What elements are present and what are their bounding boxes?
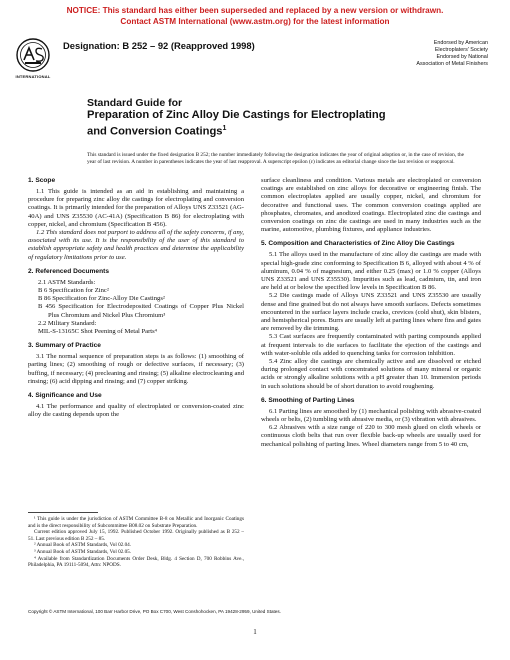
logo-caption: INTERNATIONAL xyxy=(15,74,51,79)
paragraph: 3.1 The normal sequence of preparation steps is as follows: (1) smoothing of parting lines; (2) smoothing of rough or defective surfaces, if necessary; (3) buffing, if necessary; (4) precleaning and rinsing; (5) alkaline electrocleaning and rinsing; (6) acid dipping and rinsing; and (7) copper striking. xyxy=(28,353,244,385)
supersede-notice xyxy=(0,6,510,27)
footnote: ³ Annual Book of ASTM Standards, Vol 02.05. xyxy=(34,548,132,555)
footnote: ² Annual Book of ASTM Standards, Vol 02.04. xyxy=(34,542,132,549)
section-heading: 5. Composition and Characteristics of Zinc Alloy Die Castings xyxy=(261,240,455,248)
paragraph: 1.1 This guide is intended as an aid in establishing and maintaining a procedure for preparing zinc alloy die castings for electroplating and conversion coatings. It is primarily intended for the preparation of Alloys UNS Z33521 (AG-40A) and UNS Z35530 (AC-41A) (Specification B 86) for electroplating with copper, nickel, and chromium (Specification B 456). xyxy=(28,188,244,228)
reference-item: B 86 Specification for Zinc-Alloy Die Castings² xyxy=(38,295,165,303)
reference-item: B 6 Specification for Zinc² xyxy=(38,287,109,295)
endorsement-line: Association of Metal Finishers xyxy=(416,61,488,67)
reference-item: B 456 Specification for Electrodeposited Coatings of Copper Plus Nickel Plus Chromium and Nickel Plus Chromium³ xyxy=(38,303,244,319)
endorsements xyxy=(348,40,488,68)
page-number: 1 xyxy=(253,628,257,636)
footnote: ⁴ Available from Standardization Documents Order Desk, Bldg. 4 Section D, 700 Robbins Ave., Philadelphia, PA 19111-5094, Attn: NPODS. xyxy=(28,555,244,569)
notice-line-1: NOTICE: This standard has either been superseded and replaced by a new version or withdrawn. xyxy=(66,6,444,15)
paragraph: 5.3 Cast surfaces are frequently contaminated with parting compounds applied at frequent intervals to die surfaces to facilitate the ejection of the castings and with water-soluble oils added to quenching tanks for corrosion inhibition. xyxy=(261,333,481,357)
footnote: Current edition approved July 15, 1992. Published October 1992. Originally published as B 252 – 51. Last previous edition B 252 – 85. xyxy=(28,529,244,542)
title-footnote-ref: 1 xyxy=(222,125,227,132)
notice-line-2: Contact ASTM International (www.astm.org) for the latest information xyxy=(120,16,390,26)
section-heading: 6. Smoothing of Parting Lines xyxy=(261,396,355,404)
standard-type-label: Standard Guide for xyxy=(87,97,183,109)
paragraph: 1.2 This standard does not purport to address all of the safety concerns, if any, associated with its use. It is the responsibility of the user of this standard to establish appropriate safety and health practices and determine the applicability of regulatory limitations prior to use. xyxy=(28,229,244,261)
document-title xyxy=(87,109,447,139)
endorsement-line: Endorsed by National xyxy=(436,54,488,60)
footnotes xyxy=(28,516,244,569)
paragraph: 6.2 Abrasives with a size range of 220 to 300 mesh glued on cloth wheels or continuous cloth belts that run over flexible back-up wheels are usually used for mechanical polishing of parting lines. Wheel diameters range from 5 to 40 cm, xyxy=(261,424,481,448)
paragraph: 5.2 Die castings made of Alloys UNS Z33521 and UNS Z35530 are usually dense and fine grained but do not always have smooth surfaces. Defects sometimes encountered in the surface layers include cracks, crevices (cold shut), skin blisters, and hemispherical pores. Burrs are usually left at parting lines where fins and gates are removed by die trimming. xyxy=(261,292,481,333)
reference-item: MIL-S-13165C Shot Peening of Metal Parts⁴ xyxy=(38,328,157,336)
designation: Designation: B 252 – 92 (Reapproved 1998) xyxy=(63,40,255,51)
section-heading: 3. Summary of Practice xyxy=(28,342,101,350)
subsection-label: 2.1 ASTM Standards: xyxy=(38,278,96,286)
section-heading: 2. Referenced Documents xyxy=(28,267,109,275)
footnote: ¹ This guide is under the jurisdiction of ASTM Committee B-8 on Metallic and Inorganic Coatings and is the direct responsibility of Subcommittee B08.02 on Substrate Preparation. xyxy=(28,516,244,529)
endorsement-line: Electroplaters' Society xyxy=(434,47,488,53)
paragraph: 5.4 Zinc alloy die castings are chemically active and are dissolved or etched during prolonged contact with concentrated solutions of many mineral or organic acids or strongly alkaline solutions with a pH greater than 10. Immersion periods in such solutions should be of short duration to avoid roughening. xyxy=(261,358,481,390)
copyright-line: Copyright © ASTM International, 100 Barr Harbor Drive, PO Box C700, West Conshohocken, PA 19428-2959, United States. xyxy=(28,609,281,614)
issuance-note: This standard is issued under the fixed designation B 252; the number immediately following the designation indicates the year of original adoption or, in the case of revision, the year of last revision. A number in parentheses indicates the year of last reapproval. A superscript epsilon (ε) indicates an editorial change since the last revision or reapproval. xyxy=(87,152,464,166)
footnote-divider xyxy=(28,512,98,513)
title-line-2: and Conversion Coatings xyxy=(87,125,223,138)
right-column xyxy=(261,177,481,449)
subsection-label: 2.2 Military Standard: xyxy=(38,319,97,327)
left-column xyxy=(28,177,244,419)
title-line-1: Preparation of Zinc Alloy Die Castings for Electroplating xyxy=(87,109,386,121)
section-heading: 4. Significance and Use xyxy=(28,392,102,400)
section-heading: 1. Scope xyxy=(28,177,56,184)
paragraph: 5.1 The alloys used in the manufacture of zinc alloy die castings are made with special high-grade zinc conforming to Specification B 6, alloyed with about 4 % of aluminum, 0.04 % of magnesium, and either 0.25 (max) or 1.0 % copper (Alloys UNS Z33521 and UNS Z35530). Impurities such as lead, cadmium, tin, and iron are held at or below the specified low levels in Specification B 86. xyxy=(261,251,481,292)
paragraph: 4.1 The performance and quality of electroplated or conversion-coated zinc alloy die casting depends upon the xyxy=(28,403,244,419)
paragraph: surface cleanliness and condition. Various metals are electroplated or conversion coatings are established on zinc alloys for decorative or engineering finish. The common electroplates applied are usually copper, nickel, and chromium for decorative and functional uses. The common conversion coatings applied are phosphates, chromates, and anodized coatings. Electroplated zinc die castings and conversion coatings on zinc die castings are used in many industries such as the marine, automotive, plumbing fixtures, and appliance industries. xyxy=(261,177,481,234)
paragraph: 6.1 Parting lines are smoothed by (1) mechanical polishing with abrasive-coated wheels or belts, (2) tumbling with abrasive media, or (3) vibration with abrasives. xyxy=(261,407,481,424)
endorsement-line: Endorsed by American xyxy=(433,40,488,46)
astm-logo-icon xyxy=(16,38,50,72)
